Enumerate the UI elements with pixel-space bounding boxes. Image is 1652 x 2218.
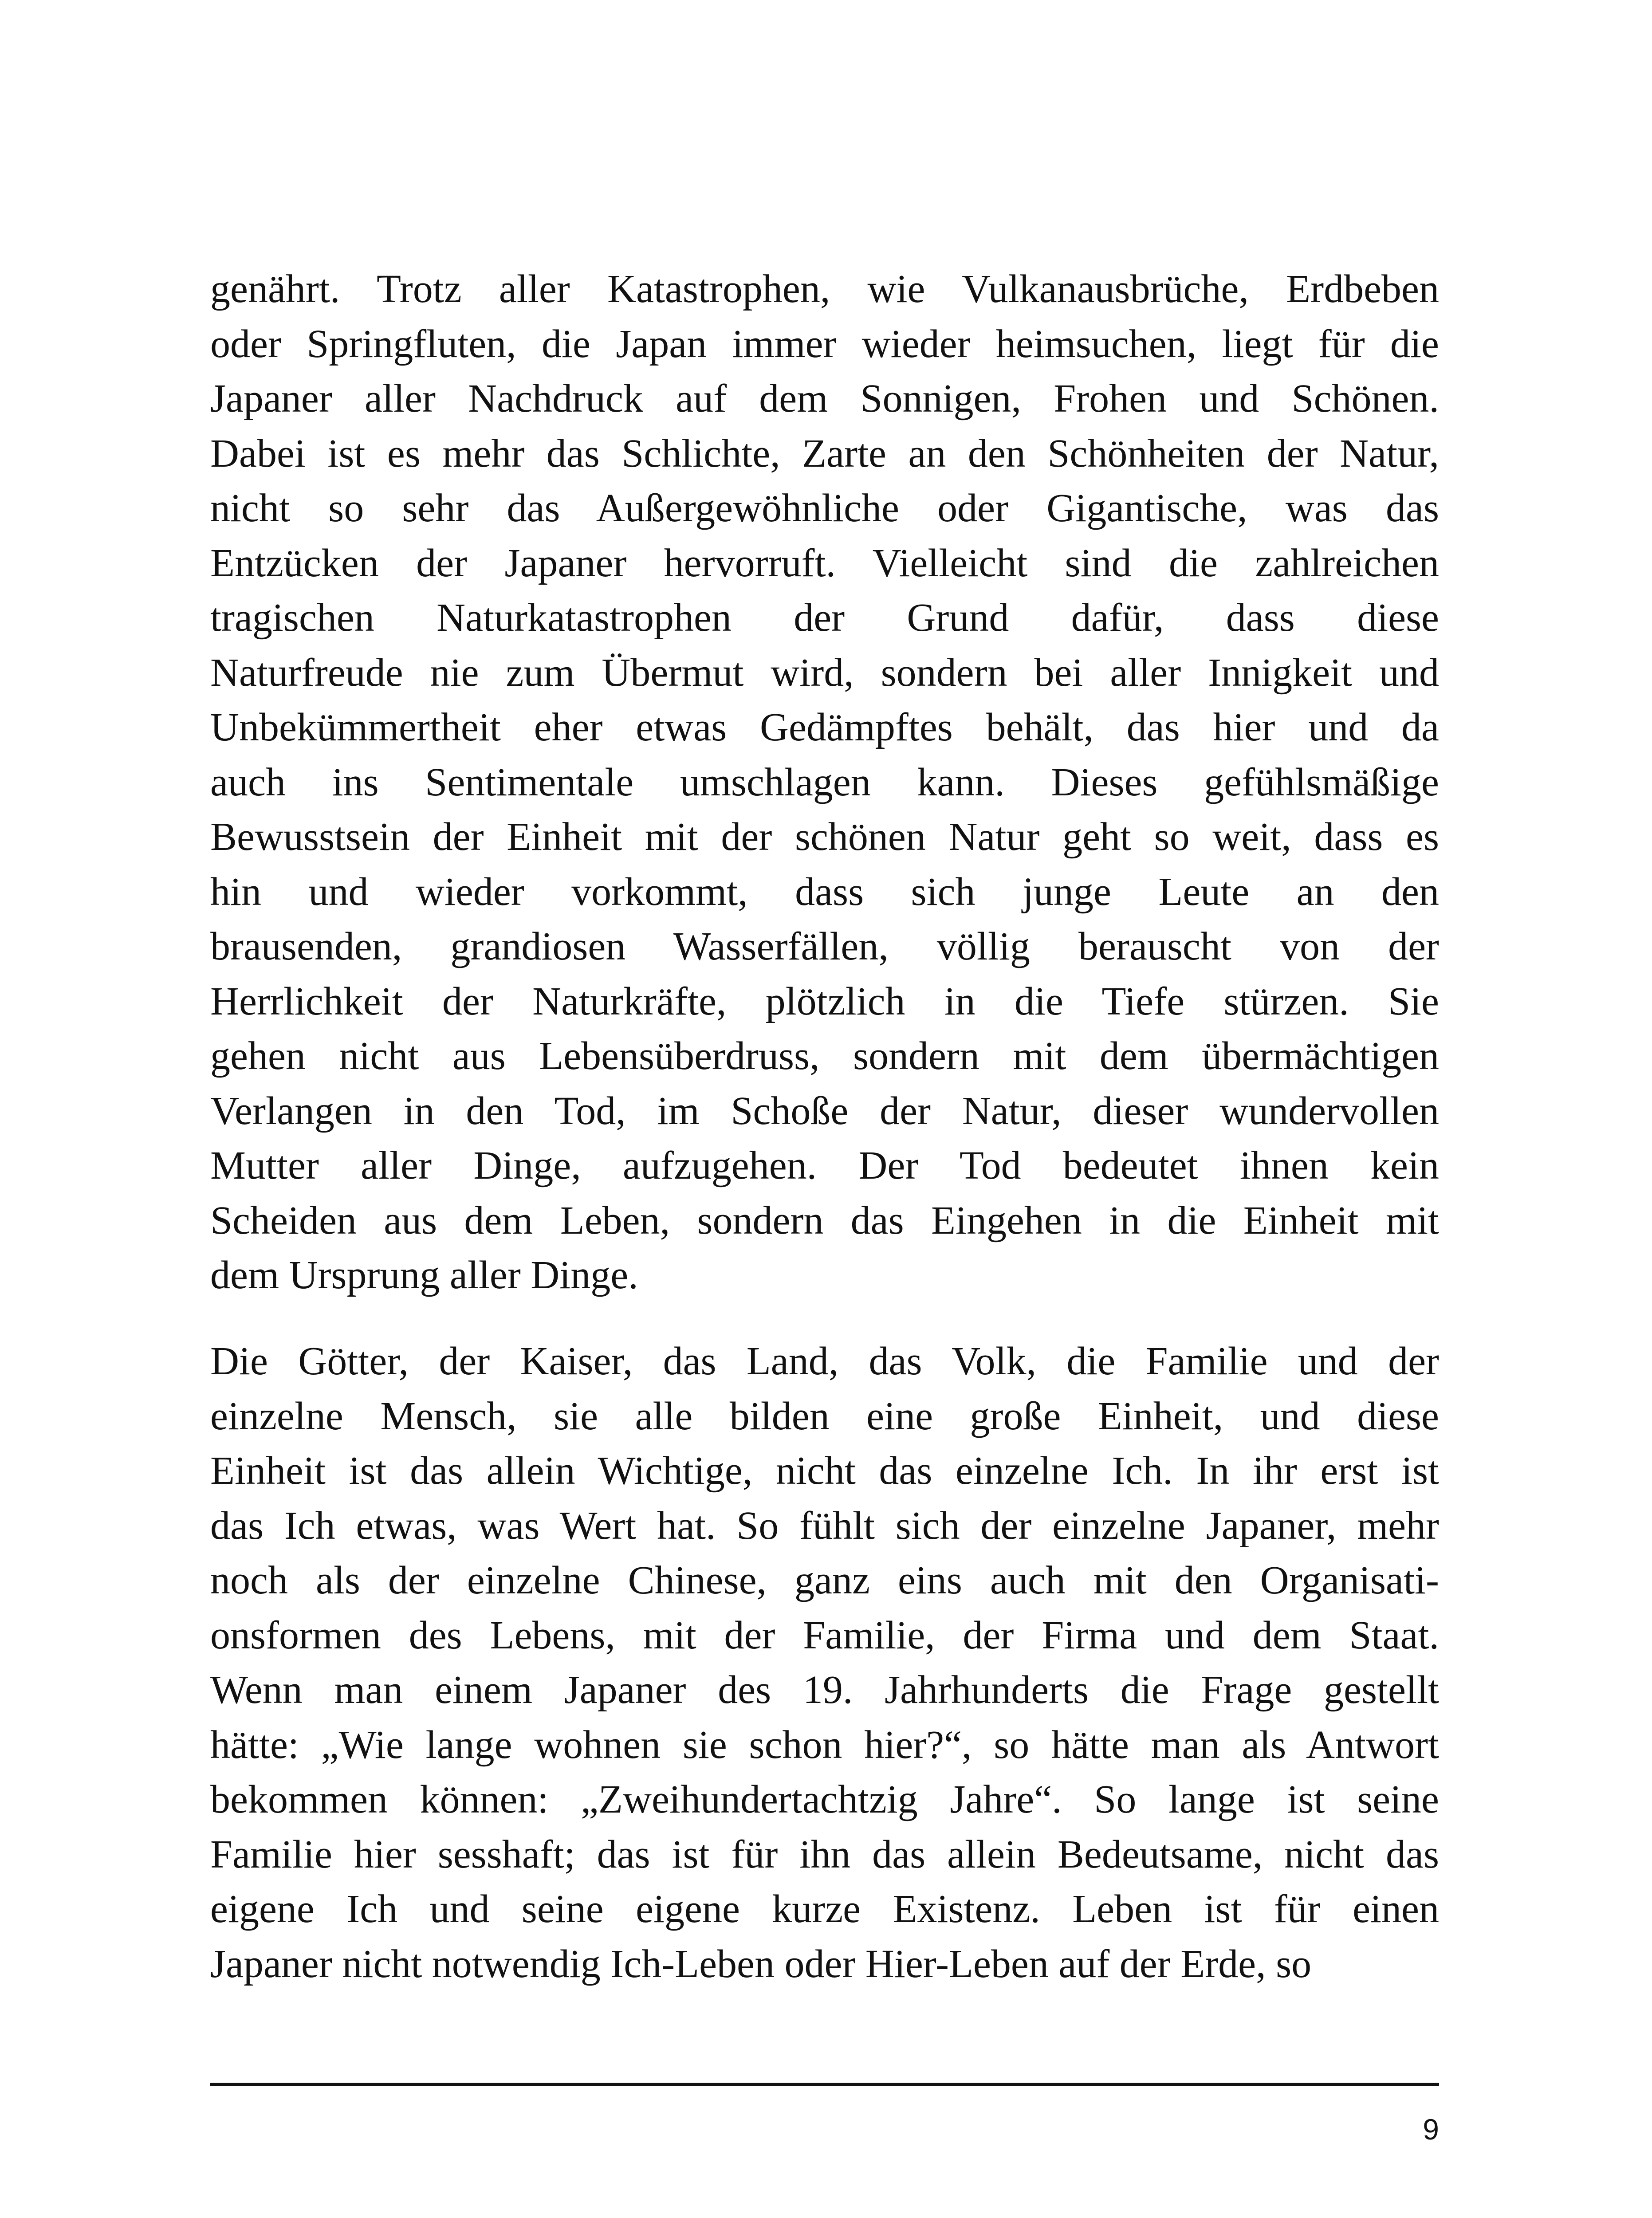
text-line: tragischen Naturkatastrophen der Grund dafür, dass diese [210,596,1439,640]
text-line: hin und wieder vorkommt, dass sich junge Leute an den [210,869,1439,914]
text-line: Bewusstsein der Einheit mit der schönen Natur geht so weit, dass es [210,815,1439,859]
text-line: oder Springfluten, die Japan immer wieder heimsuchen, liegt für die [210,322,1439,366]
text-line: Einheit ist das allein Wichtige, nicht das einzelne Ich. In ihr erst ist [210,1449,1439,1493]
body-paragraph-2 [210,1334,1439,1991]
text-line: Verlangen in den Tod, im Schoße der Natur, dieser wundervollen [210,1089,1439,1133]
text-line: Scheiden aus dem Leben, sondern das Eingehen in die Einheit mit [210,1198,1439,1243]
text-line: das Ich etwas, was Wert hat. So fühlt sich der einzelne Japaner, mehr [210,1503,1439,1548]
text-line: Wenn man einem Japaner des 19. Jahrhunderts die Frage gestellt [210,1668,1439,1712]
text-line: Die Götter, der Kaiser, das Land, das Volk, die Familie und der [210,1339,1439,1383]
text-line: Unbekümmertheit eher etwas Gedämpftes behält, das hier und da [210,705,1439,749]
text-line: Naturfreude nie zum Übermut wird, sondern bei aller Innigkeit und [210,650,1439,695]
text-line: gehen nicht aus Lebensüberdruss, sondern mit dem übermächtigen [210,1034,1439,1078]
text-line: brausenden, grandiosen Wasserfällen, völlig berauscht von der [210,924,1439,968]
text-line: noch als der einzelne Chinese, ganz eins auch mit den Organisati- [210,1558,1439,1602]
text-line: bekommen können: „Zweihundertachtzig Jahre“. So lange ist seine [210,1778,1439,1821]
page-number: 9 [1423,2113,1439,2146]
text-line: eigene Ich und seine eigene kurze Existenz. Leben ist für einen [210,1887,1439,1931]
text-line: dem Ursprung aller Dinge. [210,1253,638,1297]
text-line: nicht so sehr das Außergewöhnliche oder Gigantische, was das [210,486,1439,530]
text-line: auch ins Sentimentale umschlagen kann. Dieses gefühlsmäßige [210,760,1439,804]
footer-rule [210,2083,1439,2086]
text-line: Mutter aller Dinge, aufzugehen. Der Tod bedeutet ihnen kein [210,1144,1439,1188]
text-line: genährt. Trotz aller Katastrophen, wie Vulkanausbrüche, Erdbeben [210,267,1439,311]
text-line: hätte: „Wie lange wohnen sie schon hier?“, so hätte man als Antwort [210,1722,1439,1767]
text-line: onsformen des Lebens, mit der Familie, der Firma und dem Staat. [210,1613,1439,1657]
text-line: Dabei ist es mehr das Schlichte, Zarte an den Schönheiten der Natur, [210,431,1439,476]
text-line: Herrlichkeit der Naturkräfte, plötzlich in die Tiefe stürzen. Sie [210,979,1439,1023]
text-line: Familie hier sesshaft; das ist für ihn das allein Bedeutsame, nicht das [210,1832,1439,1876]
body-paragraph-1 [210,262,1439,1303]
text-line: Japaner aller Nachdruck auf dem Sonnigen, Frohen und Schönen. [210,377,1439,421]
text-line: Entzücken der Japaner hervorruft. Vielleicht sind die zahlreichen [210,541,1439,585]
text-line: Japaner nicht notwendig Ich-Leben oder Hier-Leben auf der Erde, so [210,1942,1312,1986]
text-line: einzelne Mensch, sie alle bilden eine große Einheit, und diese [210,1394,1439,1438]
